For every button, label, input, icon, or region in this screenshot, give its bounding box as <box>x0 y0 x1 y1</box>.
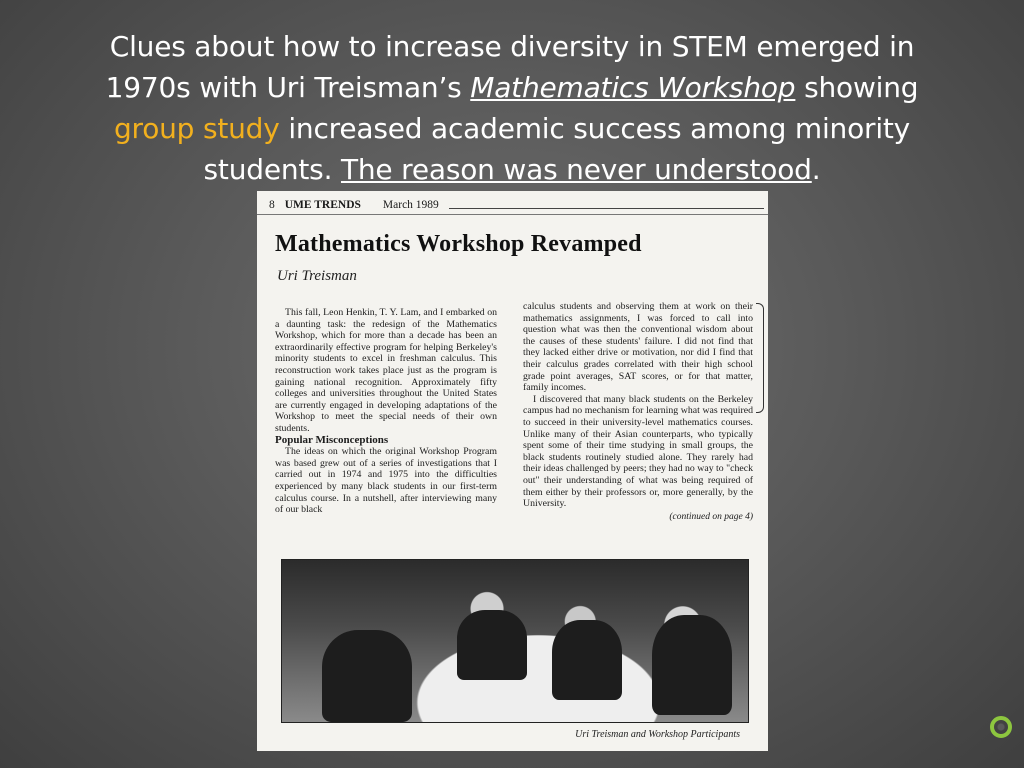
slide-heading <box>60 26 964 190</box>
workshop-title: Mathematics Workshop <box>470 71 796 104</box>
left-paragraph-1: This fall, Leon Henkin, T. Y. Lam, and I embarked on a daunting task: the redesign of the Mathematics Workshop, which for more than a decade has been an extraordinarily effective program for helping Berkeley's minority students to excel in freshman calculus. This reconstruction work takes place just as the program is gaining national recognition. Approximately fifty colleges and universities throughout the United States are currently engaged in developing adaptations of the Workshop to meet the special needs of their own students. <box>275 307 497 434</box>
article-title: Mathematics Workshop Revamped <box>275 231 642 257</box>
group-study-highlight: group study <box>113 112 280 145</box>
person-silhouette <box>322 630 412 722</box>
right-paragraph-1: calculus students and observing them at work on their mathematics assignments, I was forced to call into question what was then the conventional wisdom about the causes of these students' failure. I did not find that they lacked either drive or motivation, nor did I find that their calculus grades correlated with their high school grade point averages, SAT scores, or for that matter, family incomes. <box>523 301 753 394</box>
publication-name: UME TRENDS <box>284 199 361 211</box>
article-column-right <box>523 301 753 523</box>
masthead-rule <box>449 208 764 209</box>
right-paragraph-2: I discovered that many black students on the Berkeley campus had no mechanism for learning what was required to succeed in their university-level mathematics courses. Unlike many of their Asian counterparts, who typically spent some of their time studying in small groups, the black students routinely studied alone. They rarely had their ideas challenged by peers; they had no way to "check out" their understanding of what was being required of them either by their professors or, more generally, by the University. <box>523 393 753 510</box>
issue-date: March 1989 <box>382 199 439 211</box>
heading-line-4 <box>60 149 964 190</box>
heading-line-2-pre: 1970s with Uri Treisman’s <box>105 71 471 104</box>
article-byline: Uri Treisman <box>277 268 357 284</box>
heading-line-4-pre: students. <box>203 153 341 186</box>
heading-line-4-post: . <box>811 153 821 186</box>
heading-line-2 <box>60 67 964 108</box>
person-silhouette <box>457 610 527 680</box>
heading-line-2-post: showing <box>795 71 919 104</box>
masthead <box>269 196 764 214</box>
page-number: 8 <box>269 199 275 211</box>
person-silhouette <box>552 620 622 700</box>
left-paragraph-2: The ideas on which the original Workshop Program was based grew out of a series of investigations that I carried out in 1974 and 1975 into the difficulties experienced by many black students in our first-term calculus course. In a nutshell, after interviewing many of our black <box>275 446 497 516</box>
workshop-photo <box>281 559 749 723</box>
margin-bracket <box>756 303 764 413</box>
reason-underlined: The reason was never understood <box>340 153 812 186</box>
heading-line-3-post: increased academic success among minority <box>279 112 911 145</box>
article-subheading: Popular Misconceptions <box>275 433 389 446</box>
newspaper-clipping <box>257 191 768 751</box>
divider <box>257 214 768 215</box>
next-slide-icon[interactable] <box>990 716 1012 738</box>
article-column-left <box>275 307 497 516</box>
heading-line-3 <box>60 108 964 149</box>
continued-note: (continued on page 4) <box>669 511 753 522</box>
photo-caption: Uri Treisman and Workshop Participants <box>575 729 740 740</box>
person-silhouette <box>652 615 732 715</box>
heading-line-1: Clues about how to increase diversity in STEM emerged in <box>109 30 915 63</box>
